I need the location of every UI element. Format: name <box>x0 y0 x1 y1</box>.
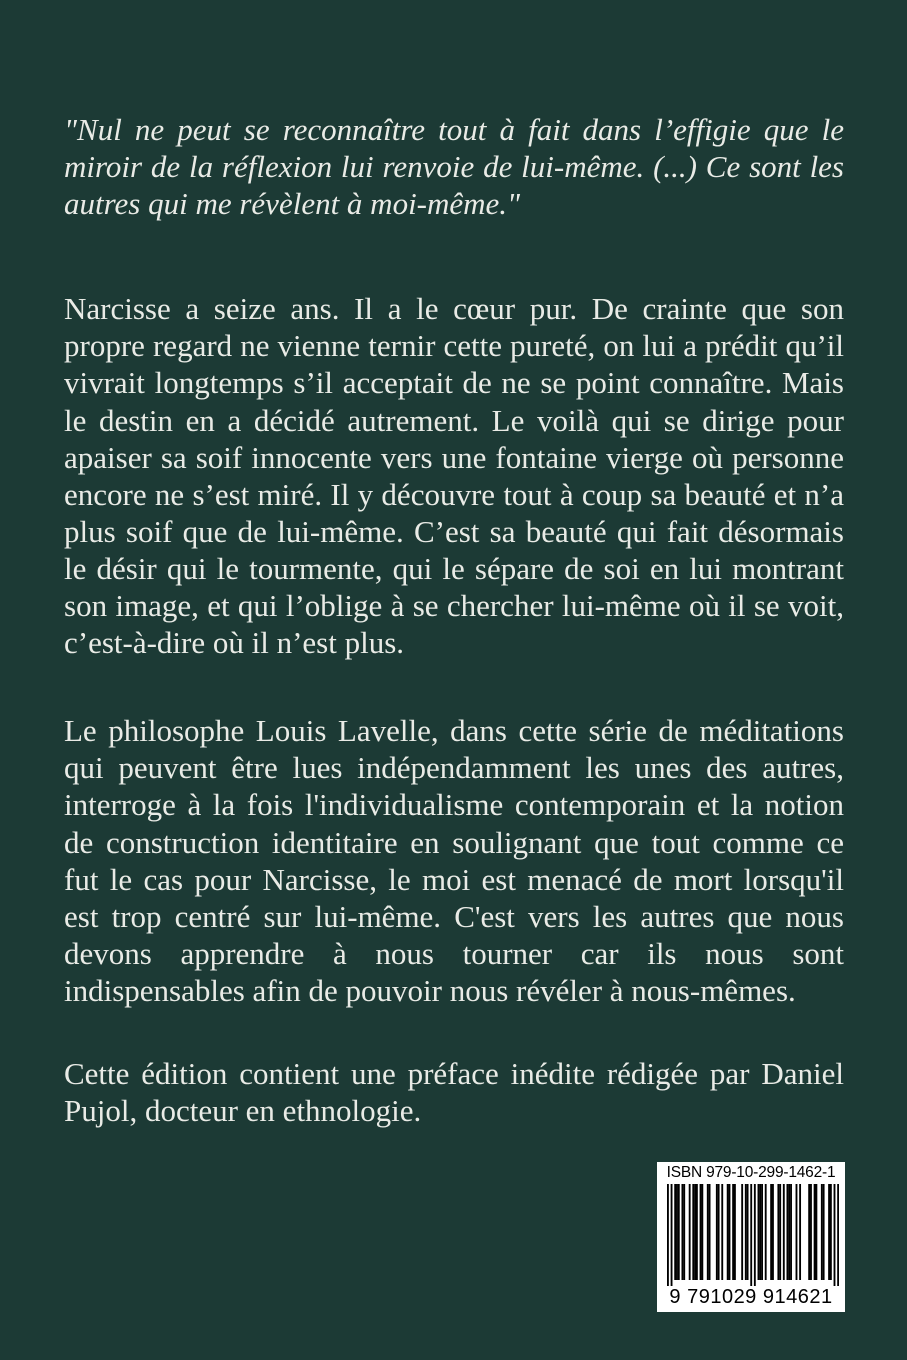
barcode-bar <box>810 1184 812 1280</box>
barcode-guard-bar <box>750 1184 752 1286</box>
barcode-bar <box>716 1184 718 1280</box>
barcode-bar <box>683 1184 685 1280</box>
barcode-bar <box>747 1184 749 1280</box>
barcode-bar <box>828 1184 830 1280</box>
barcode-bar <box>777 1184 779 1280</box>
barcode-bar <box>709 1184 711 1280</box>
barcode-bar <box>772 1184 774 1280</box>
barcode-bar <box>694 1184 696 1280</box>
barcode-bar <box>678 1184 680 1280</box>
barcode-bar <box>734 1184 736 1280</box>
barcode-bar <box>814 1184 816 1280</box>
barcode-guard-bar <box>671 1184 673 1286</box>
barcode-bar <box>788 1184 790 1280</box>
barcode-bar <box>830 1184 832 1280</box>
barcode-bar <box>707 1184 709 1280</box>
barcode-bars <box>667 1184 839 1286</box>
barcode-bar <box>701 1184 703 1280</box>
barcode-bar <box>718 1184 720 1280</box>
barcode-bar <box>783 1184 785 1280</box>
barcode-bar <box>676 1184 678 1280</box>
ean-digits: 9 791029 914621 <box>669 1286 833 1308</box>
barcode-bar <box>681 1184 683 1280</box>
barcode-bar <box>779 1184 781 1280</box>
barcode-bar <box>696 1184 698 1280</box>
barcode-bar <box>765 1184 767 1280</box>
synopsis-paragraph: Narcisse a seize ans. Il a le cœur pur. De crainte que son propre regard ne vienne ternir cette pureté, on lui a prédit qu’il vivrait longtemps s’il acceptait de ne se point connaître. Mais le destin en a décidé autrement. Le voilà qui se dirige pour apaiser sa soif innocente vers une fontaine vierge où personne encore ne s’est miré. Il y découvre tout à coup sa beauté et n’a plus soif que de lui-même. C’est sa beauté qui fait désormais le désir qui le tourmente, qui le sépare de soi en lui montrant son image, et qui l’oblige à se chercher lui-même où il se voit, c’est-à-dire où il n’est plus. <box>64 291 844 661</box>
barcode-bar <box>741 1184 743 1280</box>
epigraph-quote: "Nul ne peut se reconnaître tout à fait dans l’effigie que le miroir de la réflexion lui renvoie de lui-même. (...) Ce sont les autres qui me révèlent à moi-même." <box>64 112 844 222</box>
barcode-bar <box>815 1184 817 1280</box>
barcode-bar <box>745 1184 747 1280</box>
barcode-bar <box>799 1184 801 1280</box>
barcode-bar <box>790 1184 792 1280</box>
barcode-bar <box>729 1184 731 1280</box>
barcode-bar <box>796 1184 798 1280</box>
back-cover-text <box>64 111 844 1129</box>
barcode-guard-bar <box>834 1184 836 1286</box>
barcode-bar <box>721 1184 723 1280</box>
barcode-bar <box>692 1184 694 1280</box>
barcode-bar <box>689 1184 691 1280</box>
barcode-bar <box>808 1184 810 1280</box>
barcode-bar <box>758 1184 760 1280</box>
isbn-label: ISBN 979-10-299-1462-1 <box>666 1164 836 1181</box>
barcode-bar <box>732 1184 734 1280</box>
isbn-barcode <box>657 1162 845 1312</box>
barcode-guard-bar <box>667 1184 669 1286</box>
barcode-bar <box>786 1184 788 1280</box>
barcode-guard-bar <box>754 1184 756 1286</box>
barcode-bar <box>821 1184 823 1280</box>
author-paragraph: Le philosophe Louis Lavelle, dans cette série de méditations qui peuvent être lues indépendamment les unes des autres, interroge à la fois l'individualisme contemporain et la notion de construction identitaire en soulignant que tout comme ce fut le cas pour Narcisse, le moi est menacé de mort lorsqu'il est trop centré sur lui-même. C'est vers les autres que nous devons apprendre à nous tourner car ils nous sont indispensables afin de pouvoir nous révéler à nous-mêmes. <box>64 713 844 1008</box>
barcode-guard-bar <box>837 1184 839 1286</box>
barcode-bar <box>823 1184 825 1280</box>
barcode-bar <box>770 1184 772 1280</box>
barcode-bar <box>759 1184 761 1280</box>
barcode-bar <box>761 1184 763 1280</box>
edition-note: Cette édition contient une préface inédite rédigée par Daniel Pujol, docteur en ethnologie. <box>64 1055 844 1129</box>
barcode-bar <box>700 1184 702 1280</box>
barcode-bar <box>727 1184 729 1280</box>
barcode-bar <box>674 1184 676 1280</box>
